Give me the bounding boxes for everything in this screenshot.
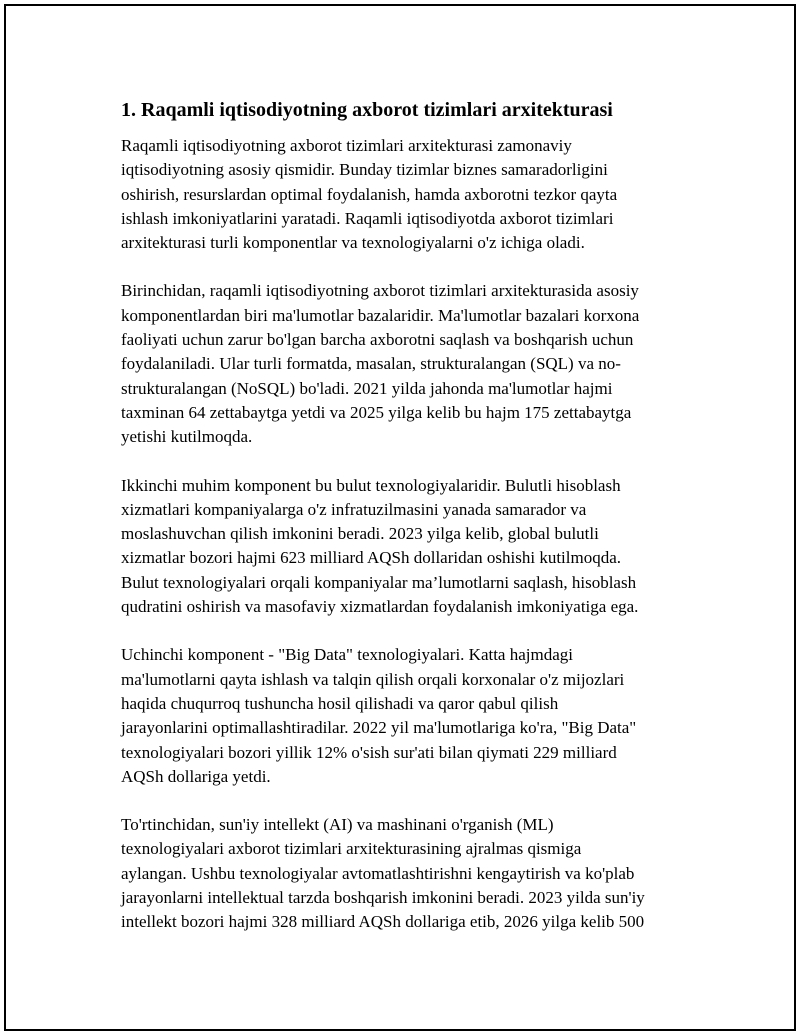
text-line: jarayonlarni intellektual tarzda boshqarish imkonini beradi. 2023 yilda sun'iy — [121, 888, 645, 908]
paragraphs-container — [121, 134, 696, 935]
text-line: texnologiyalari bozori yillik 12% o'sish sur'ati bilan qiymati 229 milliard — [121, 742, 617, 762]
text-line: komponentlardan biri ma'lumotlar bazalaridir. Ma'lumotlar bazalari korxona — [121, 305, 640, 325]
text-line: qudratini oshirish va masofaviy xizmatlardan foydalanish imkoniyatiga ega. — [121, 597, 639, 617]
text-line: texnologiyalari axborot tizimlari arxitekturasining ajralmas qismiga — [121, 839, 582, 859]
text-line: faoliyati uchun zarur bo'lgan barcha axborotni saqlash va boshqarish uchun — [121, 330, 634, 350]
text-line: arxitekturasi turli komponentlar va texnologiyalarni o'z ichiga oladi. — [121, 233, 585, 253]
text-line: ishlash imkoniyatlarini yaratadi. Raqamli iqtisodiyotda axborot tizimlari — [121, 208, 614, 228]
text-line: intellekt bozori hajmi 328 milliard AQSh dollariga etib, 2026 yilga kelib 500 — [121, 912, 645, 932]
text-line: strukturalangan (NoSQL) bo'ladi. 2021 yilda jahonda ma'lumotlar hajmi — [121, 378, 613, 398]
text-line: Bulut texnologiyalari orqali kompaniyalar ma’lumotlarni saqlash, hisoblash — [121, 572, 637, 592]
text-line: yetishi kutilmoqda. — [121, 427, 253, 447]
text-line: To'rtinchidan, sun'iy intellekt (AI) va mashinani o'rganish (ML) — [121, 815, 554, 835]
text-line: oshirish, resurslardan optimal foydalanish, hamda axborotni tezkor qayta — [121, 184, 618, 204]
text-line: haqida chuqurroq tushuncha hosil qilishadi va qaror qabul qilish — [121, 693, 559, 713]
text-line: taxminan 64 zettabaytga yetdi va 2025 yilga kelib bu hajm 175 zettabaytga — [121, 402, 632, 422]
text-line: Birinchidan, raqamli iqtisodiyotning axborot tizimlari arxitekturasida asosiy — [121, 281, 639, 301]
text-line: xizmatlari kompaniyalarga o'z infratuzilmasini yanada samarador va — [121, 499, 587, 519]
text-line: Ikkinchi muhim komponent bu bulut texnologiyalaridir. Bulutli hisoblash — [121, 475, 621, 495]
document-body — [121, 98, 696, 959]
text-line: ma'lumotlarni qayta ishlash va talqin qilish orqali korxonalar o'z mijozlari — [121, 669, 625, 689]
paragraph — [121, 474, 696, 620]
text-line: iqtisodiyotning asosiy qismidir. Bunday tizimlar biznes samaradorligini — [121, 160, 608, 180]
text-line: xizmatlar bozori hajmi 623 milliard AQSh dollaridan oshishi kutilmoqda. — [121, 548, 622, 568]
paragraph — [121, 134, 696, 255]
text-line: AQSh dollariga yetdi. — [121, 766, 271, 786]
paragraph — [121, 813, 696, 934]
text-line: Uchinchi komponent - "Big Data" texnologiyalari. Katta hajmdagi — [121, 645, 573, 665]
text-line: moslashuvchan qilish imkonini beradi. 2023 yilga kelib, global bulutli — [121, 524, 599, 544]
text-line: Raqamli iqtisodiyotning axborot tizimlari arxitekturasi zamonaviy — [121, 136, 572, 155]
text-line: jarayonlarini optimallashtiradilar. 2022 yil ma'lumotlariga ko'ra, "Big Data" — [121, 718, 637, 738]
text-line: aylangan. Ushbu texnologiyalar avtomatlashtirishni kengaytirish va ko'plab — [121, 863, 635, 883]
paragraph — [121, 643, 696, 789]
text-line: foydalaniladi. Ular turli formatda, masalan, strukturalangan (SQL) va no- — [121, 354, 621, 374]
section-heading: 1. Raqamli iqtisodiyotning axborot tizimlari arxitekturasi — [121, 99, 613, 121]
paragraph — [121, 279, 696, 449]
page-frame — [4, 4, 796, 1031]
